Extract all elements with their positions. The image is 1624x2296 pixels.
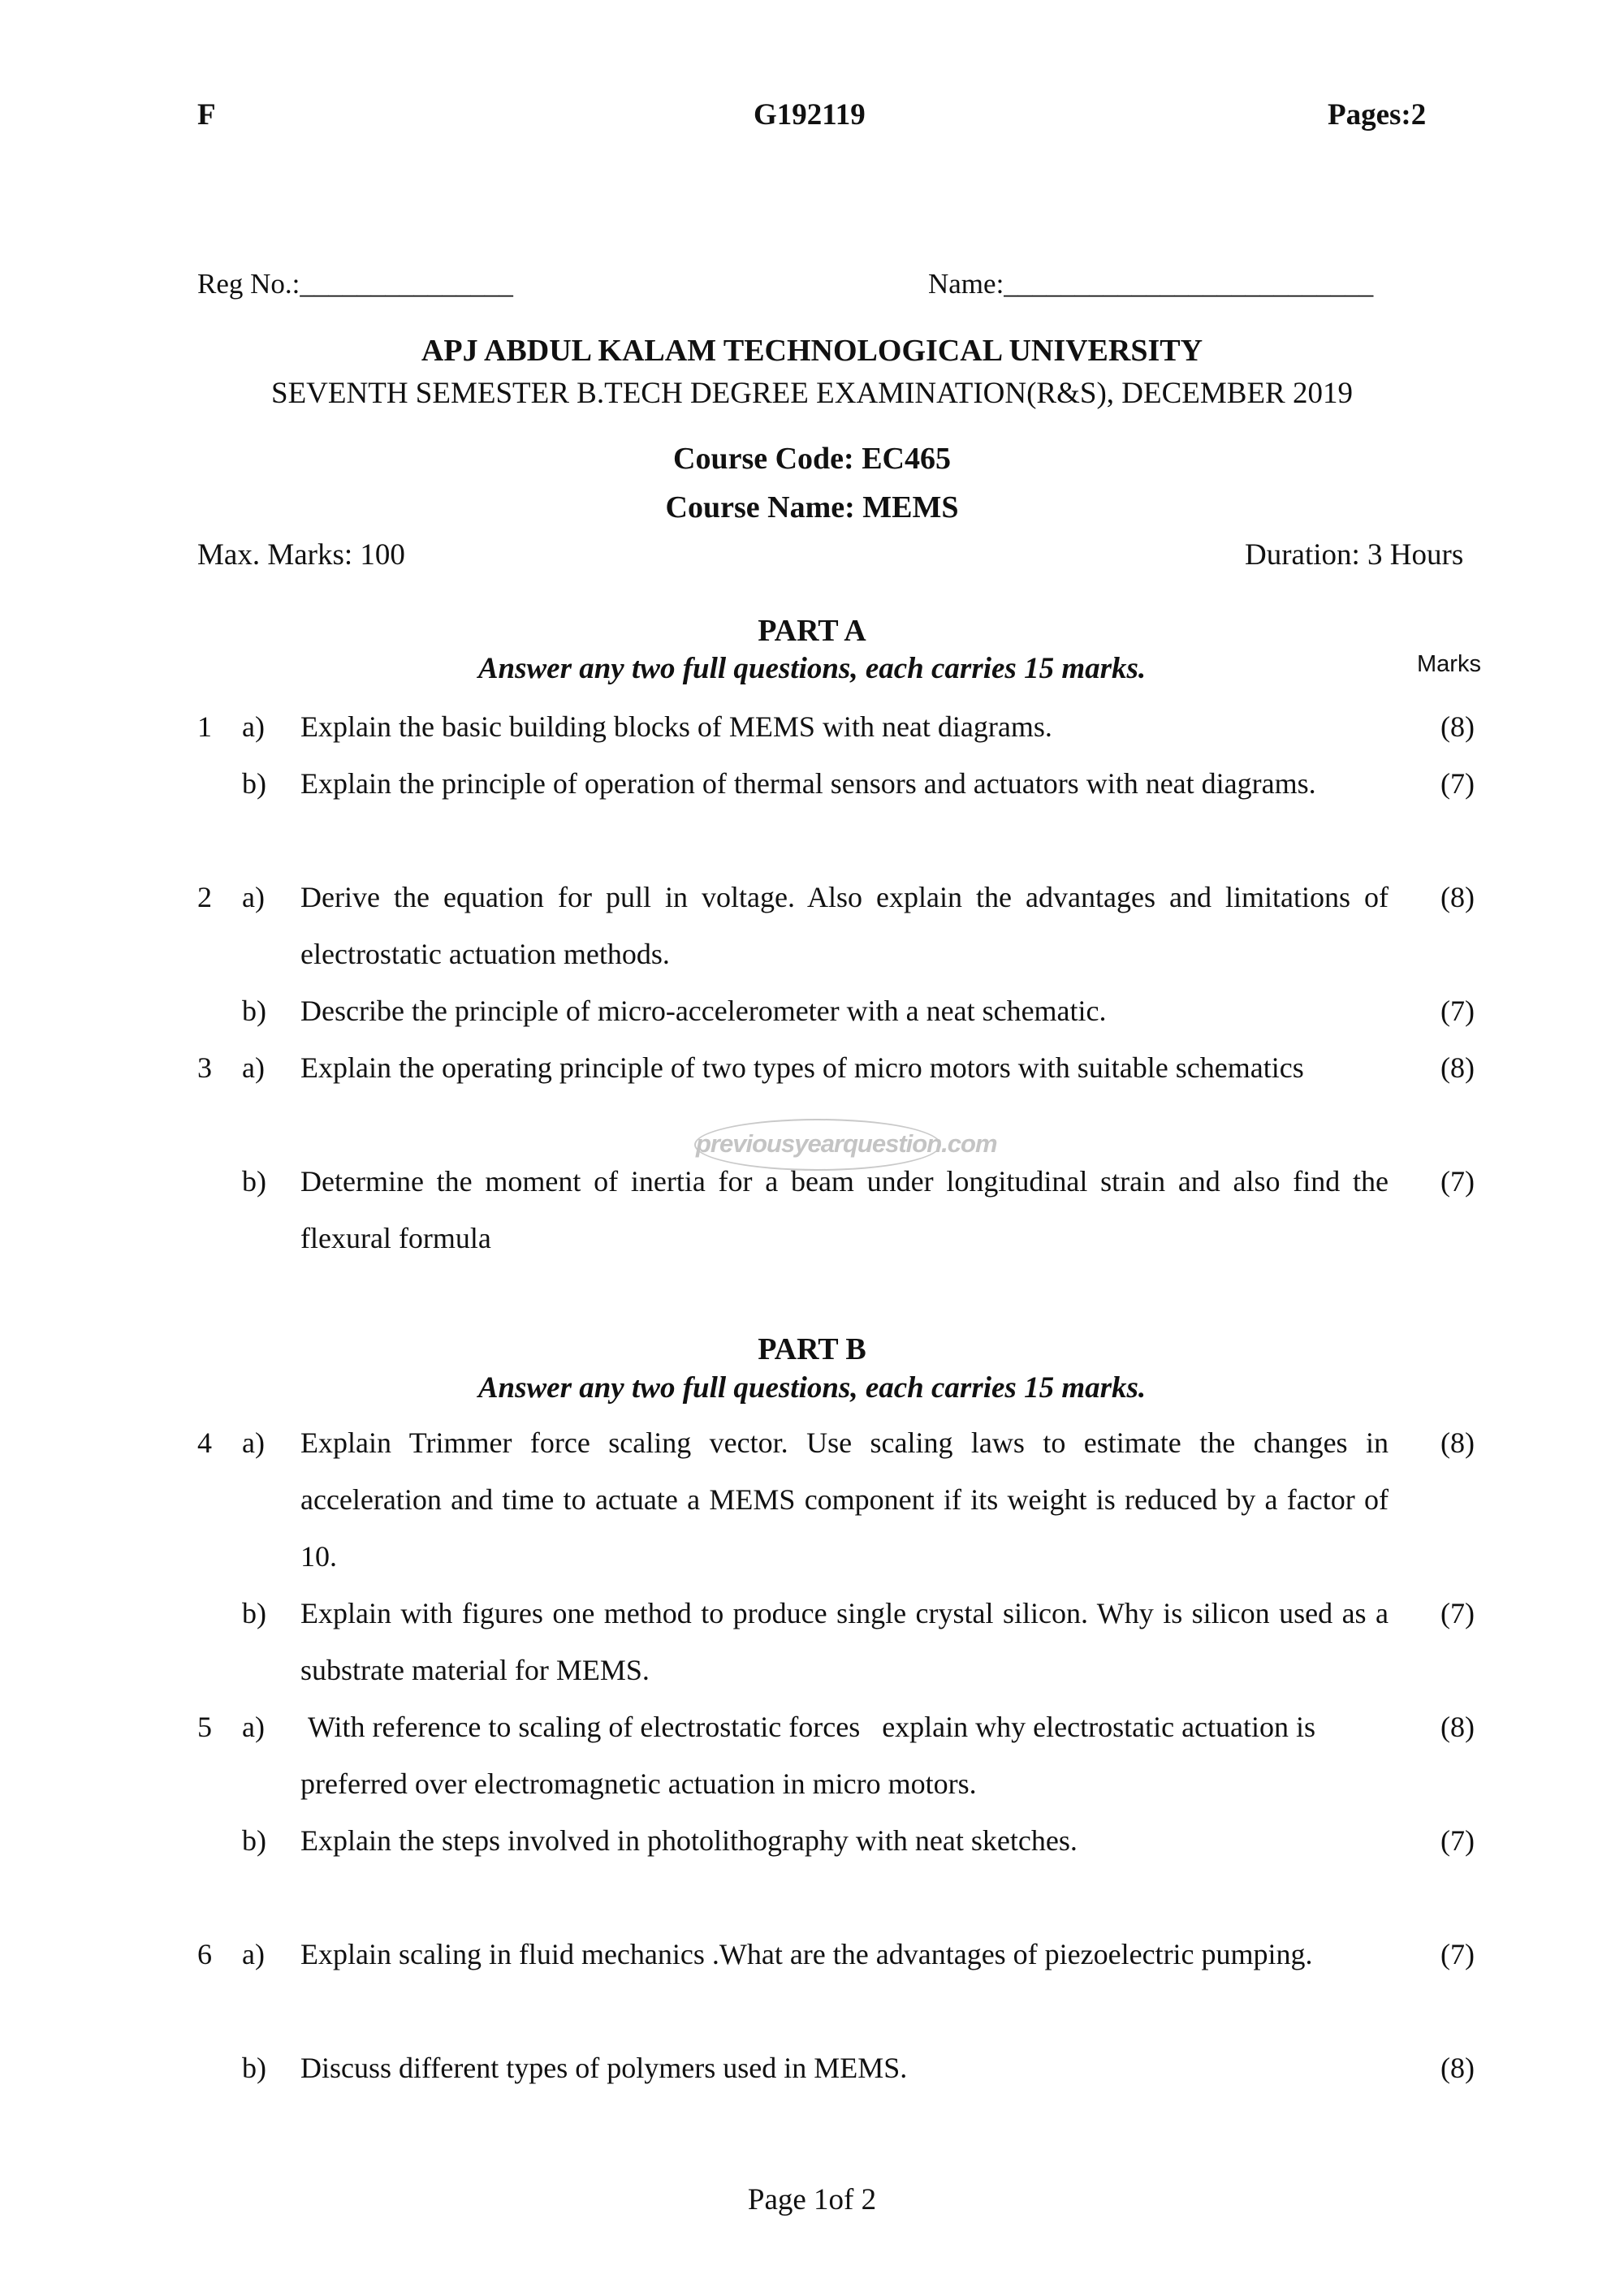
question-part: a)	[242, 1051, 265, 1084]
page-count: Pages:2	[1328, 98, 1427, 132]
question-text: Determine the moment of inertia for a beam under longitudinal strain and also find the flexural formula	[300, 1165, 1389, 1254]
part-a-instruction: Answer any two full questions, each carries 15 marks.	[477, 652, 1147, 685]
question-text: Explain Trimmer force scaling vector. Use scaling laws to estimate the changes in acceleration and time to actuate a MEMS component if its weight is reduced by a factor of 10.	[300, 1426, 1389, 1573]
question-part: b)	[242, 2052, 266, 2084]
max-marks: Max. Marks: 100	[197, 538, 405, 572]
paper-set: F	[197, 98, 216, 132]
course-name: Course Name: MEMS	[665, 490, 959, 524]
question-number: 3	[197, 1051, 212, 1084]
question-marks: (7)	[1440, 995, 1475, 1027]
name-field: Name:__________________________	[928, 268, 1374, 300]
question-number: 4	[197, 1426, 212, 1459]
watermark-logo: previousyearquestion.com	[694, 1119, 941, 1171]
question-text: Explain the steps involved in photolithography with neat sketches.	[300, 1824, 1078, 1857]
duration: Duration: 3 Hours	[1245, 538, 1464, 572]
question-part: b)	[242, 1165, 266, 1198]
question-part: a)	[242, 1938, 265, 1970]
part-b-title: PART B	[758, 1332, 866, 1366]
question-part: a)	[242, 881, 265, 913]
page-footer: Page 1of 2	[747, 2183, 877, 2216]
question-text: Explain the basic building blocks of MEMS with neat diagrams.	[300, 710, 1052, 743]
question-marks: (7)	[1440, 767, 1475, 800]
question-number: 1	[197, 710, 212, 743]
question-part: a)	[242, 1426, 265, 1459]
question-text: Derive the equation for pull in voltage. Also explain the advantages and limitations of electrostatic actuation methods.	[300, 881, 1389, 970]
question-marks: (7)	[1440, 1938, 1475, 1970]
university-title: APJ ABDUL KALAM TECHNOLOGICAL UNIVERSITY	[421, 334, 1203, 368]
question-marks: (8)	[1440, 881, 1475, 913]
question-number: 6	[197, 1938, 212, 1970]
question-part: b)	[242, 1597, 266, 1629]
reg-no-field: Reg No.:_______________	[197, 268, 513, 300]
question-marks: (8)	[1440, 1426, 1475, 1459]
question-marks: (7)	[1440, 1824, 1475, 1857]
question-text: Explain the operating principle of two types of micro motors with suitable schematics	[300, 1051, 1304, 1084]
question-text: Explain with figures one method to produce single crystal silicon. Why is silicon used as a substrate material for MEMS.	[300, 1597, 1389, 1686]
question-part: b)	[242, 1824, 266, 1857]
question-marks: (8)	[1440, 2052, 1475, 2084]
question-part: a)	[242, 710, 265, 743]
question-part: b)	[242, 995, 266, 1027]
question-text: Describe the principle of micro-accelerometer with a neat schematic.	[300, 995, 1107, 1027]
exam-title: SEVENTH SEMESTER B.TECH DEGREE EXAMINATION(R&S), DECEMBER 2019	[271, 377, 1353, 410]
question-marks: (8)	[1440, 1051, 1475, 1084]
part-a-title: PART A	[758, 614, 866, 648]
question-number: 2	[197, 881, 212, 913]
question-marks: (7)	[1440, 1597, 1475, 1629]
question-marks: (8)	[1440, 1711, 1475, 1743]
marks-column-header: Marks	[1417, 651, 1481, 677]
course-code: Course Code: EC465	[673, 442, 951, 476]
question-text: Explain the principle of operation of thermal sensors and actuators with neat diagrams.	[300, 767, 1316, 800]
question-part: b)	[242, 767, 266, 800]
question-number: 5	[197, 1711, 212, 1743]
question-marks: (7)	[1440, 1165, 1475, 1198]
part-b-instruction: Answer any two full questions, each carries 15 marks.	[477, 1371, 1147, 1405]
paper-code: G192119	[754, 98, 866, 132]
question-text: With reference to scaling of electrostatic forces explain why electrostatic actuation is preferred over electromagnetic actuation in micro motors.	[300, 1711, 1324, 1800]
question-marks: (8)	[1440, 710, 1475, 743]
question-part: a)	[242, 1711, 265, 1743]
question-text: Explain scaling in fluid mechanics .What are the advantages of piezoelectric pumping.	[300, 1938, 1313, 1970]
question-text: Discuss different types of polymers used in MEMS.	[300, 2052, 908, 2084]
